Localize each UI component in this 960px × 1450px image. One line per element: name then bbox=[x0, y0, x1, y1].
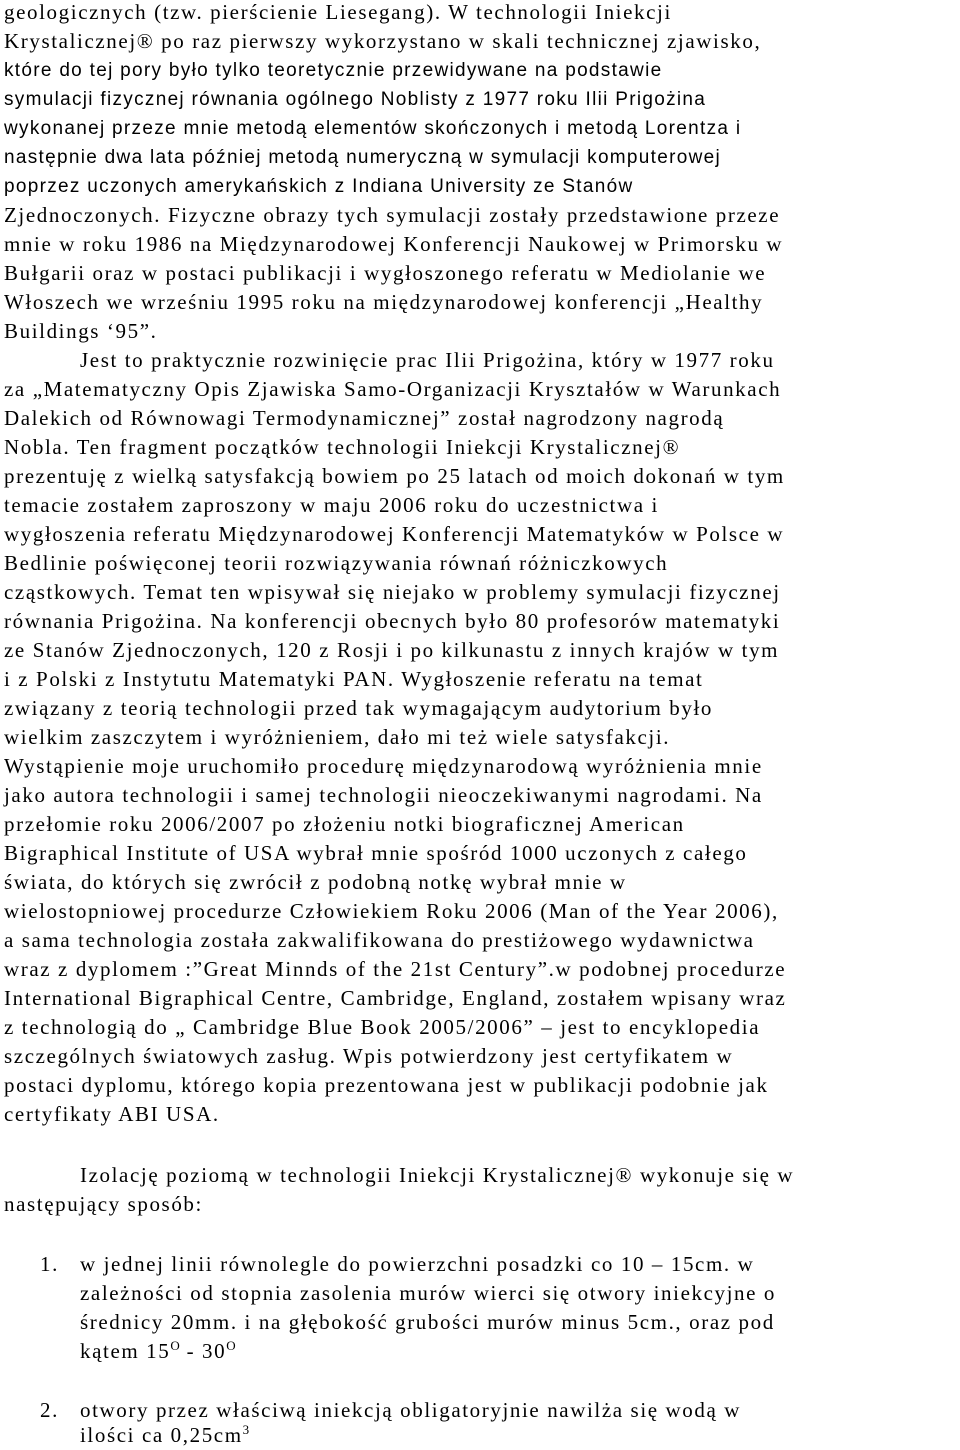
angle-text: kątem 15 bbox=[80, 1339, 171, 1363]
text-line bbox=[80, 1337, 236, 1366]
text-line: Bedlinie poświęconej teorii rozwiązywania równań różniczkowych bbox=[4, 551, 669, 575]
text-line: Krystalicznej® po raz pierwszy wykorzystano w skali technicznej zjawisko, bbox=[4, 29, 762, 53]
text-line: wielkim zaszczytem i wyróżnieniem, dało mi też wiele satysfakcji. bbox=[4, 725, 671, 749]
text-line: średnicy 20mm. i na głębokość grubości murów minus 5cm., oraz pod bbox=[80, 1310, 775, 1334]
text-line: wielostopniowej procedurze Człowiekiem Roku 2006 (Man of the Year 2006), bbox=[4, 899, 779, 923]
text-line: poprzez uczonych amerykańskich z Indiana University ze Stanów bbox=[4, 176, 634, 197]
text-line: Wystąpienie moje uruchomiło procedurę międzynarodową wyróżnienia mnie bbox=[4, 754, 763, 778]
text-line bbox=[80, 1421, 249, 1450]
text-line: następujący sposób: bbox=[4, 1192, 203, 1216]
text-line: symulacji fizycznej równania ogólnego Noblisty z 1977 roku Ilii Prigożina bbox=[4, 89, 707, 110]
text-line: wykonanej przeze mnie metodą elementów skończonych i metodą Lorentza i bbox=[4, 118, 742, 139]
text-line: Włoszech we wrześniu 1995 roku na międzynarodowej konferencji „Healthy bbox=[4, 290, 764, 314]
text-line: geologicznych (tzw. pierścienie Liesegang). W technologii Iniekcji bbox=[4, 0, 672, 24]
text-line: świata, do których się zwrócił z podobną notkę wybrał mnie w bbox=[4, 870, 627, 894]
text-line: i z Polski z Instytutu Matematyki PAN. Wygłoszenie referatu na temat bbox=[4, 667, 704, 691]
text-line: Bigraphical Institute of USA wybrał mnie spośród 1000 uczonych z całego bbox=[4, 841, 748, 865]
text-line: które do tej pory było tylko teoretycznie przewidywane na podstawie bbox=[4, 60, 663, 81]
text-line: postaci dyplomu, którego kopia prezentowana jest w publikacji podobnie jak bbox=[4, 1073, 769, 1097]
text-line: cząstkowych. Temat ten wpisywał się niejako w problemy symulacji fizycznej bbox=[4, 580, 781, 604]
text-line: szczególnych światowych zasług. Wpis potwierdzony jest certyfikatem w bbox=[4, 1044, 734, 1068]
text-line: Nobla. Ten fragment początków technologii Iniekcji Krystalicznej® bbox=[4, 435, 681, 459]
list-item-number: 1. bbox=[40, 1252, 59, 1276]
text-line: ze Stanów Zjednoczonych, 120 z Rosji i po kilkunastu z innych krajów w tym bbox=[4, 638, 780, 662]
text-line: Jest to praktycznie rozwinięcie prac Ilii Prigożina, który w 1977 roku bbox=[80, 348, 775, 372]
text-line: certyfikaty ABI USA. bbox=[4, 1102, 220, 1126]
cubic-superscript: 3 bbox=[242, 1422, 250, 1437]
text-line: temacie zostałem zaproszony w maju 2006 roku do uczestnictwa i bbox=[4, 493, 659, 517]
text-line: Buildings ‘95”. bbox=[4, 319, 158, 343]
angle-text: - 30 bbox=[179, 1339, 227, 1363]
text-line: wraz z dyplomem :”Great Minnds of the 21st Century”.w podobnej procedurze bbox=[4, 957, 787, 981]
text-line: Zjednoczonych. Fizyczne obrazy tych symulacji zostały przedstawione przeze bbox=[4, 203, 781, 227]
text-line: w jednej linii równolegle do powierzchni posadzki co 10 – 15cm. w bbox=[80, 1252, 755, 1276]
text-line: z technologią do „ Cambridge Blue Book 2005/2006” – jest to encyklopedia bbox=[4, 1015, 761, 1039]
text-line: zależności od stopnia zasolenia murów wierci się otwory iniekcyjne o bbox=[80, 1281, 777, 1305]
text-line: International Bigraphical Centre, Cambridge, England, zostałem wpisany wraz bbox=[4, 986, 787, 1010]
text-line: za „Matematyczny Opis Zjawiska Samo-Organizacji Kryształów w Warunkach bbox=[4, 377, 782, 401]
quantity-text: ilości ca 0,25cm bbox=[80, 1423, 243, 1447]
text-line: wygłoszenia referatu Międzynarodowej Konferencji Matematyków w Polsce w bbox=[4, 522, 785, 546]
text-line: równania Prigożina. Na konferencji obecnych było 80 profesorów matematyki bbox=[4, 609, 781, 633]
degree-superscript: O bbox=[226, 1338, 236, 1353]
text-line: a sama technologia została zakwalifikowana do prestiżowego wydawnictwa bbox=[4, 928, 755, 952]
text-line: następnie dwa lata później metodą numeryczną w symulacji komputerowej bbox=[4, 147, 722, 168]
list-item-number: 2. bbox=[40, 1398, 59, 1422]
text-line: jako autora technologii i samej technologii nieoczekiwanymi nagrodami. Na bbox=[4, 783, 763, 807]
text-line: Izolację poziomą w technologii Iniekcji Krystalicznej® wykonuje się w bbox=[80, 1163, 795, 1187]
text-line: mnie w roku 1986 na Międzynarodowej Konferencji Naukowej w Primorsku w bbox=[4, 232, 784, 256]
text-line: prezentuję z wielką satysfakcją bowiem po 25 latach od moich dokonań w tym bbox=[4, 464, 785, 488]
text-line: związany z teorią technologii przed tak wymagającym audytorium było bbox=[4, 696, 713, 720]
text-line: otwory przez właściwą iniekcją obligatoryjnie nawilża się wodą w bbox=[80, 1398, 742, 1422]
text-line: Dalekich od Równowagi Termodynamicznej” został nagrodzony nagrodą bbox=[4, 406, 725, 430]
degree-superscript: O bbox=[170, 1338, 180, 1353]
text-line: Bułgarii oraz w postaci publikacji i wygłoszonego referatu w Mediolanie we bbox=[4, 261, 767, 285]
text-line: przełomie roku 2006/2007 po złożeniu notki biograficznej American bbox=[4, 812, 685, 836]
